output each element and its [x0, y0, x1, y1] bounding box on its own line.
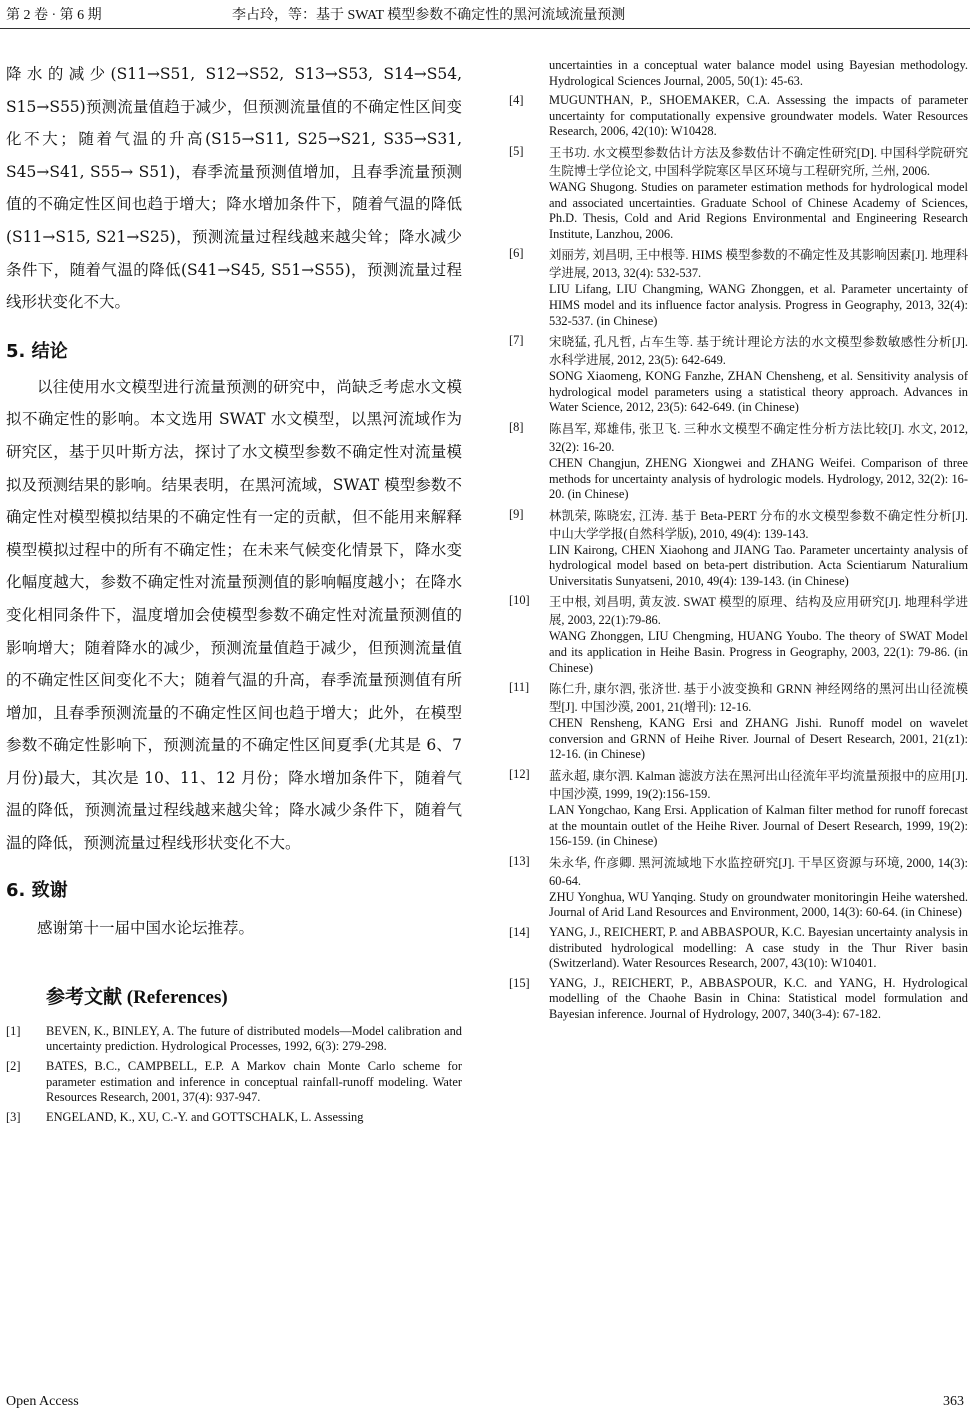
page-number: 363	[943, 1394, 964, 1409]
reference-number: [13]	[509, 853, 530, 868]
running-header	[0, 0, 970, 29]
reference-text-en: CHEN Rensheng, KANG Ersi and ZHANG Jishi. Runoff model on wavelet conversion and GRNN of Heihe River. Journal of Desert Research, 2001, 21(z1): 12-16. (in Chinese)	[549, 716, 968, 762]
reference-text-zh: 陈仁升, 康尔泗, 张济世. 基于小波变换和 GRNN 神经网络的黑河出山径流模型[J]. 中国沙漠, 2001, 21(增刊): 12-16.	[549, 682, 968, 715]
reference-text-en: ZHU Yonghua, WU Yanqing. Study on groundwater monitoringin Heihe watershed. Journal of Arid Land Resources and Environment, 2000, 14(3): 60-64. (in Chinese)	[549, 889, 968, 920]
reference-item	[509, 976, 968, 1023]
reference-text-en: LIU Lifang, LIU Changming, WANG Zhonggen, et al. Parameter uncertainty of HIMS model and its influence factor analysis. Progress in Geography, 2013, 32(4): 532-537. (in Chinese)	[549, 282, 968, 328]
reference-number: [10]	[509, 593, 530, 608]
journal-issue: 第 2 卷 · 第 6 期	[6, 8, 102, 23]
reference-text-zh: 朱永华, 仵彦卿. 黑河流域地下水监控研究[J]. 干旱区资源与环境, 2000, 14(3): 60-64.	[549, 855, 968, 888]
reference-text: BATES, B.C., CAMPBELL, E.P. A Markov chain Monte Carlo scheme for parameter estimation and inference in conceptual rainfall-runoff modeling. Water Resources Research, 2001, 37(4): 937-947.	[46, 1059, 462, 1105]
reference-item	[6, 1024, 462, 1055]
reference-text: MUGUNTHAN, P., SHOEMAKER, C.A. Assessing the impacts of parameter uncertainty for computationally expensive groundwater models. Water Resources Research, 2006, 42(10): W10428.	[549, 93, 968, 139]
reference-text-zh: 林凯荣, 陈晓宏, 江涛. 基于 Beta-PERT 分布的水文模型参数不确定性分析[J]. 中山大学学报(自然科学版), 2010, 49(4): 139-143.	[549, 508, 968, 541]
reference-text-en: LAN Yongchao, Kang Ersi. Application of Kalman filter method for runoff forecast at the mountain outlet of the Heihe River. Journal of Desert Research, 1999, 19(2): 156-159. (in Chinese)	[549, 803, 968, 849]
reference-item	[509, 144, 968, 242]
reference-item	[509, 680, 968, 763]
reference-number: [6]	[509, 246, 524, 261]
section-6-text: 感谢第十一届中国水论坛推荐。	[37, 918, 255, 937]
reference-number: [11]	[509, 680, 530, 695]
section-5-title: 5. 结论	[6, 340, 68, 362]
reference-text-en: WANG Shugong. Studies on parameter estimation methods for hydrological model and associated uncertainties. Graduate School of Chinese Academy of Sciences, Ph.D. Thesis, Cold and Arid Regions Environmental and Engineering Research Institute, Lanzhou, 2006.	[549, 179, 968, 241]
reference-item	[509, 593, 968, 676]
reference-item	[509, 246, 968, 329]
reference-item	[6, 1110, 462, 1126]
reference-text: uncertainties in a conceptual water balance model using Bayesian methodology. Hydrological Sciences Journal, 2005, 50(1): 45-63.	[549, 58, 968, 88]
reference-item	[509, 767, 968, 850]
reference-text-en: WANG Zhonggen, LIU Chengming, HUANG Youbo. The theory of SWAT Model and its application in Heihe Basin. Progress in Geography, 2003, 22(1): 79-86. (in Chinese)	[549, 629, 968, 675]
reference-item-continuation	[509, 58, 968, 89]
reference-text: ENGELAND, K., XU, C.-Y. and GOTTSCHALK, L. Assessing	[46, 1109, 364, 1124]
reference-item	[509, 925, 968, 972]
reference-number: [8]	[509, 419, 524, 434]
reference-number: [12]	[509, 767, 530, 782]
reference-item	[509, 333, 968, 416]
reference-number: [4]	[509, 93, 524, 108]
page-footer	[0, 1394, 970, 1414]
reference-text-zh: 宋晓猛, 孔凡哲, 占车生等. 基于统计理论方法的水文模型参数敏感性分析[J]. 水科学进展, 2012, 23(5): 642-649.	[549, 335, 968, 368]
reference-text: BEVEN, K., BINLEY, A. The future of distributed models—Model calibration and uncertainty prediction. Hydrological Processes, 1992, 6(3): 279-298.	[46, 1023, 462, 1054]
reference-text-en: CHEN Changjun, ZHENG Xiongwei and ZHANG Weifei. Comparison of three methods for uncertainty analysis of hydrologic models. Hydrology, 2012, 32(2): 16-20. (in Chinese)	[549, 455, 968, 502]
reference-number: [1]	[6, 1023, 21, 1038]
reference-text-en: LIN Kairong, CHEN Xiaohong and JIANG Tao. Parameter uncertainty analysis of hydrological model based on beta-pert distribution. Acta Scientiarum Naturalium Universitatis Sunyatseni, 2010, 49(4): 139-143. (in Chinese)	[549, 542, 968, 588]
right-column	[509, 58, 968, 1027]
reference-number: [15]	[509, 975, 530, 990]
reference-number: [7]	[509, 333, 524, 348]
section-5-text: 以往使用水文模型进行流量预测的研究中，尚缺乏考虑水文模拟不确定性的影响。本文选用 SWAT 水文模型，以黑河流域作为研究区，基于贝叶斯方法，探讨了水文模型参数不确定性对流量模拟及预测结果的影响。结果表明，在黑河流域，SWAT 模型参数不确定性对模型模拟结果的不确定性有一定的贡献，但不能用来解释模型模拟过程中的所有不确定性；在未来气候变化情景下，降水变化幅度越大，参数不确定性对流量预测值的影响幅度越小；在降水变化相同条件下，温度增加会使模型参数不确定性对流量预测值的影响增大；随着降水的减少，预测流量值趋于减少，但预测流量值的不确定性区间变化不大；随着气温的升高，春季流量预测值有所增加，且春季预测流量的不确定性区间也趋于增大；此外，在模型参数不确定性影响下，预测流量的不确定性区间夏季(尤其是 6、7 月份)最大，其次是 10、11、12 月份；降水增加条件下，随着气温的降低，预测流量过程线越来越尖耸；降水减少条件下，随着气温的降低，预测流量过程线形状变化不大。	[6, 377, 462, 853]
reference-number: [2]	[6, 1059, 21, 1074]
reference-item	[509, 93, 968, 140]
reference-text-en: SONG Xiaomeng, KONG Fanzhe, ZHAN Chensheng, et al. Sensitivity analysis of hydrological model parameters using a statistical theory approach. Advances in Water Science, 2012, 23(5): 642-649. (in Chinese)	[549, 369, 968, 415]
reference-text-zh: 陈昌军, 郑雄伟, 张卫飞. 三种水文模型不确定性分析方法比较[J]. 水文, 2012, 32(2): 16-20.	[549, 421, 968, 454]
reference-number: [3]	[6, 1109, 21, 1124]
reference-item	[509, 507, 968, 590]
reference-text-zh: 刘丽芳, 刘昌明, 王中根等. HIMS 模型参数的不确定性及其影响因素[J]. 地理科学进展, 2013, 32(4): 532-537.	[549, 248, 968, 281]
reference-item	[509, 854, 968, 921]
left-column	[6, 58, 462, 1129]
reference-item	[509, 420, 968, 503]
reference-number: [14]	[509, 925, 530, 939]
references-list-left	[6, 1024, 462, 1126]
reference-text-zh: 王书功. 水文模型参数估计方法及参数估计不确定性研究[D]. 中国科学院研究生院博士学位论文, 中国科学院寒区旱区环境与工程研究所, 兰州, 2006.	[549, 145, 968, 178]
reference-text-zh: 王中根, 刘昌明, 黄友波. SWAT 模型的原理、结构及应用研究[J]. 地理科学进展, 2003, 22(1):79-86.	[549, 595, 968, 628]
reference-text: YANG, J., REICHERT, P., ABBASPOUR, K.C. and YANG, H. Hydrological modelling of the Chaohe Basin in China: Statistical model formulation and Bayesian inference. Journal of Hydrology, 2007, 340(3-4): 67-182.	[549, 975, 968, 1021]
references-title: 参考文献 (References)	[46, 987, 228, 1009]
reference-text-zh: 蓝永超, 康尔泗. Kalman 滤波方法在黑河出山径流年平均流量预报中的应用[J]. 中国沙漠, 1999, 19(2):156-159.	[549, 769, 968, 802]
references-list-right	[509, 58, 968, 1023]
section-6-title: 6. 致谢	[6, 879, 68, 901]
intro-paragraph: 降水的减少(S11→S51, S12→S52, S13→S53, S14→S54, S15→S55)预测流量值趋于减少，但预测流量值的不确定性区间变化不大；随着气温的升高(S15→S11, S25→S21, S35→S31, S45→S41, S55→ S51)，春季流量预测值增加，且春季流量预测值的不确定性区间也趋于增大；降水增加条件下，随着气温的降低(S11→S15, S21→S25)，预测流量过程线越来越尖耸；降水减少条件下，随着气温的降低(S41→S45, S51→S55)，预测流量过程线形状变化不大。	[6, 65, 462, 312]
open-access-label: Open Access	[6, 1394, 79, 1409]
reference-number: [5]	[509, 143, 524, 158]
reference-item	[6, 1059, 462, 1106]
reference-text: YANG, J., REICHERT, P. and ABBASPOUR, K.C. Bayesian uncertainty analysis in distributed hydrological modelling: A case study in the Thur River basin (Switzerland). Water Resources Research, 2007, 43(10): W10401.	[549, 925, 968, 971]
reference-number: [9]	[509, 506, 524, 521]
running-title: 李占玲，等：基于 SWAT 模型参数不确定性的黑河流域流量预测	[232, 8, 626, 23]
